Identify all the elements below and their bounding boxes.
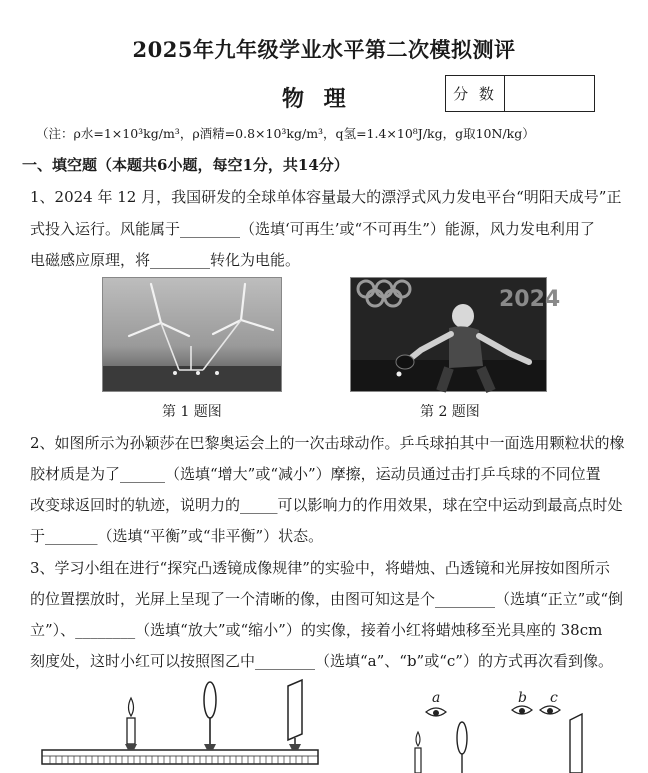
score-label: 分 数 xyxy=(446,76,505,111)
question-text-line: 刻度处，这时小红可以按照图乙中________（选填“a”、“b”或“c”）的方式再次看到像。 xyxy=(30,652,613,670)
label-c: c xyxy=(550,690,558,706)
question-text-line: 式投入运行。风能属于________（选填‘可再生’或“不可再生”）能源，风力发电利用了 xyxy=(30,220,595,238)
figure-1-wind-turbines-photo xyxy=(102,277,282,392)
question-text-line: 3、学习小组在进行“探究凸透镜成像规律”的实验中，将蜡烛、凸透镜和光屏按如图所示 xyxy=(30,559,610,577)
figure-2-caption: 第 2 题图 xyxy=(420,404,480,420)
score-box xyxy=(445,75,595,112)
ruler-ticks xyxy=(50,756,308,764)
question-text-line: 电磁感应原理，将________转化为电能。 xyxy=(30,251,301,269)
subject-title: 物 理 xyxy=(282,86,352,112)
figure-1-caption: 第 1 题图 xyxy=(162,404,222,420)
score-field[interactable] xyxy=(505,76,594,111)
light-screen-icon xyxy=(288,680,302,750)
question-text-line: 2、如图所示为孙颖莎在巴黎奥运会上的一次击球动作。乒乓球拍其中一面选用颗粒状的橡 xyxy=(30,434,625,452)
eye-icon xyxy=(426,708,446,716)
constants-note: （注：ρ水=1×10³kg/m³，ρ酒精=0.8×10³kg/m³，q氢=1.4×10⁸J/kg，g取10N/kg） xyxy=(36,126,535,141)
light-screen-icon xyxy=(570,714,582,773)
viewing-methods-figure xyxy=(400,680,600,773)
question-text-line: 的位置摆放时，光屏上呈现了一个清晰的像，由图可知这是个________（选填“正立”或“倒 xyxy=(30,590,624,608)
question-text-line: 于_______（选填“平衡”或“非平衡”）状态。 xyxy=(30,527,324,545)
optical-bench-figure xyxy=(30,680,330,773)
label-b: b xyxy=(518,690,527,706)
candle-icon xyxy=(415,732,421,773)
question-text-line: 立”）、________（选填“放大”或“缩小”）的实像，接着小红将蜡烛移至光具座的 38cm xyxy=(30,621,603,639)
candle-icon xyxy=(125,698,137,750)
svg-text:2024: 2024 xyxy=(499,287,561,312)
exam-title: 2025年九年级学业水平第二次模拟测评 xyxy=(132,37,516,62)
eye-icon xyxy=(512,706,532,714)
question-text-line: 1、2024 年 12 月，我国研发的全球单体容量最大的漂浮式风力发电平台“明阳天成号”正 xyxy=(30,188,622,206)
section-heading: 一、填空题（本题共6小题，每空1分，共14分） xyxy=(22,156,349,174)
convex-lens-icon xyxy=(204,682,216,750)
label-a: a xyxy=(432,690,441,706)
question-text-line: 改变球返回时的轨迹，说明力的_____可以影响力的作用效果，球在空中运动到最高点时处 xyxy=(30,496,623,514)
convex-lens-icon xyxy=(457,722,467,773)
eye-icon xyxy=(540,706,560,714)
question-text-line: 胶材质是为了______（选填“增大”或“减小”）摩擦，运动员通过击打乒乓球的不同位置 xyxy=(30,465,601,483)
figure-2-table-tennis-photo xyxy=(350,277,561,392)
